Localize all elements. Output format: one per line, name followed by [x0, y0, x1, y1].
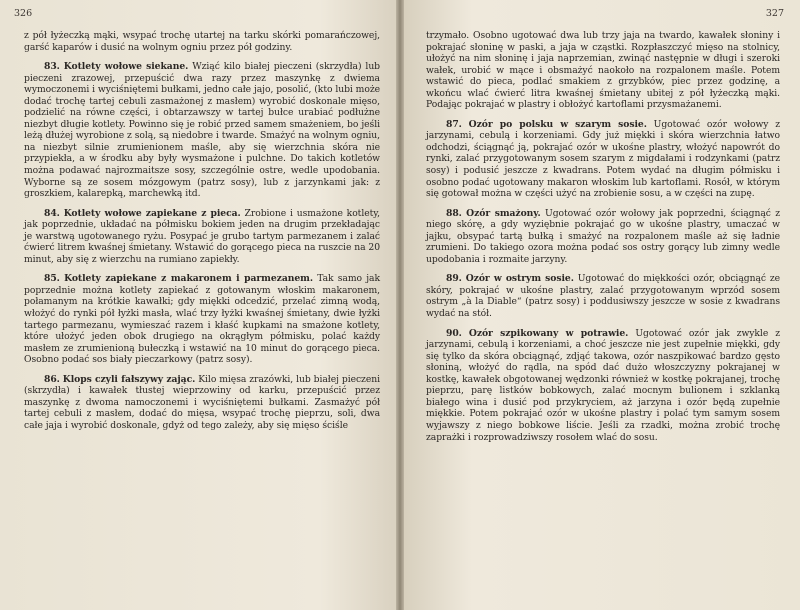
- recipe-title: Klops czyli fałszywy zając.: [62, 373, 196, 385]
- recipe-86: [24, 374, 380, 432]
- recipe-90: [426, 328, 780, 443]
- right-page: [400, 0, 800, 610]
- recipe-83: [24, 61, 380, 200]
- recipe-88: [426, 208, 780, 266]
- recipe-title: Ozór szpikowany w potrawie.: [468, 327, 629, 339]
- recipe-title: Ozór po polsku w szarym sosie.: [468, 118, 647, 130]
- recipe-body: Ugotować do miękkości ozór, obciągnąć ze skóry, pokrajać w ukośne plastry, zalać przygotowanym wprzód sosem ostrym „à la Diable“ (patrz sosy) i poddusiwszy jeszcze w sosie z kwadrans wydać na stół.: [426, 273, 781, 320]
- recipe-title: Kotlety wołowe siekane.: [63, 61, 189, 73]
- recipe-body: Ugotować ozór wołowy jak poprzedni, ściągnąć z niego skórę, a gdy wyziębnie pokrajać go w ukośne plastry, umaczać w jajku, obsypać tartą bułką i smażyć na rozpalonem maśle aż się ładnie zrumieni. Do takiego ozora można podać sos ostry gorący lub zimny wedle upodobania i rozmaite jarzyny.: [426, 207, 781, 265]
- continuation-text: trzymało. Osobno ugotować dwa lub trzy jaja na twardo, kawałek słoniny i pokrajać słoninę w paski, a jaja w cząstki. Rozpłaszczyć mięso na stolnicy, ułożyć na nim słoninę i jaja naprzemian, zwinąć następnie w długi i szeroki wałek, urobić w mące i obsmażyć naokoło na rozpalonem maśle. Potem wstawić do pieca, podlać smakiem z grzybków, piec przez godzinę, a wkońcu wlać ćwierć litra kwaśnej śmietany ubitej z pół łyżeczką mąki. Podając pokrajać w plastry i obłożyć kartoflami przysmażanemi.: [426, 30, 780, 111]
- recipe-body: Ugotować ozór jak zwykle z jarzynami, cebulą i korzeniami, a choć jeszcze nie jest zupełnie miękki, gdy się tylko da skóra obciągnąć, zdjąć takowa, ozór naszpikować bardzo gęsto słoniną, włożyć do rądla, na spód dać dużo włoszczyzny pokrajanej w kostkę, kawałek obgotowanej wędzonki również w kostkę pokrajanej, trochę pieprzu, parę listków bobkowych, zalać mocnym bulionem i szklanką białego wina i dusić pod przykryciem, aż jarzyna i ozór będą zupełnie miękkie. Potem pokrajać ozór w ukośne plastry i polać tym samym sosem wyjawszy z niego bobkowe liście. Jeśli za rzadki, można zrobić trochę zaprażki i rozprowadziwszy rosołem wlać do sosu.: [426, 327, 781, 443]
- recipe-85: [24, 273, 380, 365]
- recipe-title: Kotlety zapiekane z makaronem i parmezanem.: [64, 273, 313, 285]
- recipe-title: Ozór w ostrym sosie.: [465, 273, 574, 285]
- recipe-number: 90.: [446, 327, 462, 339]
- page-text: [24, 30, 380, 432]
- recipe-number: 89.: [446, 273, 462, 285]
- recipe-84: [24, 208, 380, 266]
- page-text: [426, 30, 780, 443]
- continuation-text: z pół łyżeczką mąki, wsypać trochę utartej na tarku skórki pomarańczowej, garść kaparów i dusić na wolnym ogniu przez pół godziny.: [24, 30, 380, 53]
- book-gutter: [396, 0, 404, 610]
- recipe-title: Kotlety wołowe zapiekane z pieca.: [63, 207, 241, 219]
- recipe-number: 86.: [44, 373, 60, 385]
- recipe-87: [426, 119, 780, 200]
- recipe-body: Tak samo jak poprzednie można kotlety zapiekać z gotowanym włoskim makaronem, połamanym na krótkie kawałki; gdy miękki odcedzić, przelać zimną wodą, włożyć do rynki pół łyżki masła, wlać trzy łyżki kwaśnej śmietany, dwie łyżki tartego parmezanu, wymieszać razem i kłaść kupkami na smażone kotlety, które ułożyć jeden obok drugiego na okrągłym półmisku, polać każdy masłem ze zrumienioną bułeczką i wstawić na 10 minut do gorącego pieca. Osobno podać sos biały pieczarkowy (patrz sosy).: [24, 273, 380, 366]
- recipe-body: Ugotować ozór wołowy z jarzynami, cebulą i korzeniami. Gdy już miękki i skóra wierzchnia łatwo odchodzi, ściągnąć ją, pokrajać ozór w ukośne plastry, włożyć napowrót do rynki, zalać przygotowanym sosem szarym z migdałami i rodzynkami (patrz sosy) i podusić jeszcze z kwadrans. Potem wydać na długim półmisku i osobno podać ugotowany makaron włoskim lub kartoflami. Rosół, w którym się gotował można w części użyć na zrobienie sosu, a w części na zupę.: [426, 118, 781, 200]
- recipe-number: 88.: [446, 207, 462, 219]
- recipe-body: Wziąć kilo białej pieczeni (skrzydła) lub pieczeni zrazowej, przepuścić dwa razy przez maszynkę z dwiema wymoczonemi i wyciśniętemi bułkami, jedno całe jajo, posolić, (kto lubi może dodać trochę tartej cebuli zasmażonej z masłem) wyrobić doskonale mięso, podzielić na równe części, i obtarzawszy w tartej bułce urabiać podłużne niezbyt długie kotlety. Powinno się je robić przed samem smażeniem, bo jeśli leżą dłużej wyrobione z solą, są niedobre i twarde. Smażyć na wolnym ogniu, na niezbyt silnie zrumienionem maśle, aby się wierzchnia skóra nie przypiekła, a w środku aby były wysmażone i pulchne. Do takich kotletów można podawać najrozmaitsze sosy, szczególnie ostre, wedle upodobania. Wyborne są ze sosem mózgowym (patrz sosy), lub z jarzynkami jak: z groszkiem, kalarepką, marchewką itd.: [24, 61, 381, 200]
- recipe-body: Kilo mięsa zrazówki, lub białej pieczeni (skrzydła) i kawałek tłustej wieprzowiny od karku, przepuścić przez maszynkę z dwoma namoczonemi i wyciśniętemi bułkami. Zasmażyć pół tartej cebuli z masłem, dodać do mięsa, wsypać trochę pieprzu, soli, dwa całe jaja i wyrobić doskonale, gdyż od tego zależy, aby się mięso ściśle: [24, 373, 380, 431]
- page-number: 326: [14, 8, 33, 19]
- page-number: 327: [765, 8, 784, 19]
- recipe-number: 87.: [446, 118, 462, 130]
- recipe-number: 85.: [44, 273, 60, 285]
- recipe-title: Ozór smażony.: [466, 207, 541, 219]
- recipe-number: 84.: [44, 207, 60, 219]
- recipe-body: Zrobione i usmażone kotlety, jak poprzednie, układać na półmisku bokiem jeden na drugim przekładając je warstwą ugotowanego ryżu. Posypać je grubo tartym parmezanem i zalać ćwierć litrem kwaśnej śmietany. Wstawić do gorącego pieca na ruszcie na 20 minut, aby się z wierzchu na rumiano zapiekły.: [24, 207, 381, 265]
- recipe-number: 83.: [44, 61, 60, 73]
- recipe-89: [426, 273, 780, 319]
